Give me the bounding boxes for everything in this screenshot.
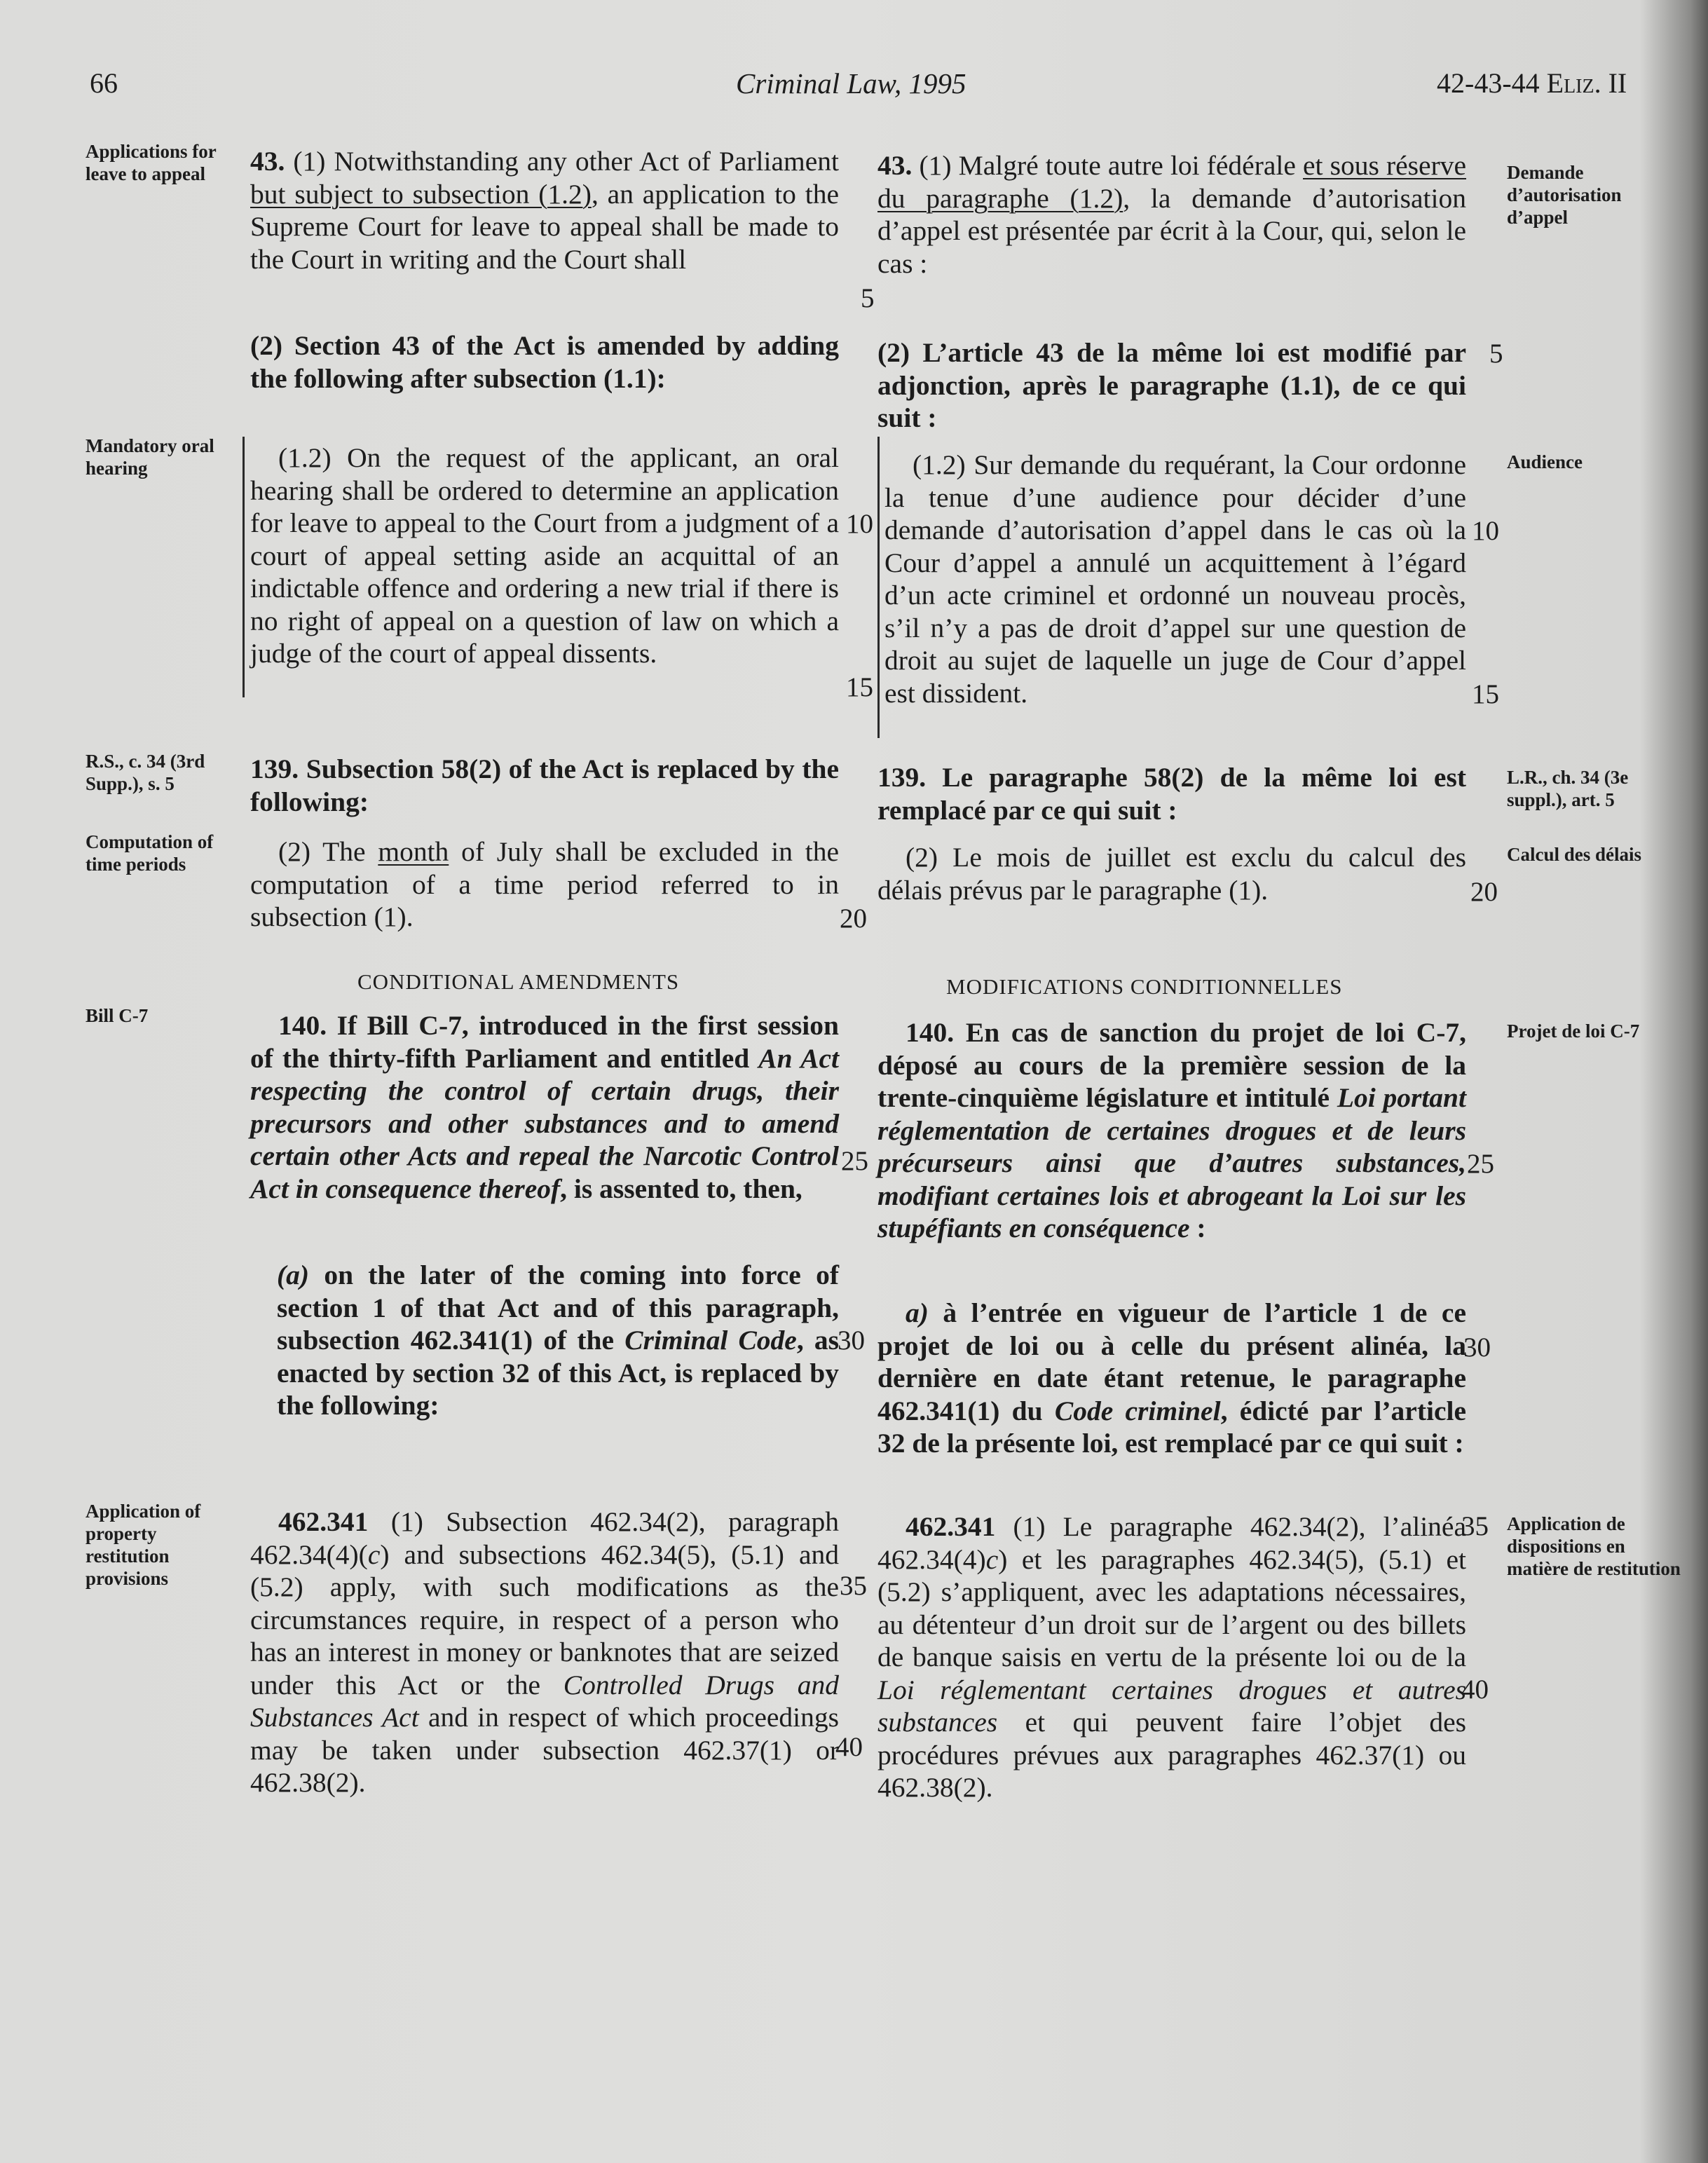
- fr-new-text-bar: [877, 437, 880, 738]
- line-number: 30: [838, 1325, 865, 1356]
- fr-paragraph-a: a) à l’entrée en vigueur de l’article 1 de ce projet de loi ou à celle du présent alinéa, la dernière en date étant retenue, le paragraphe 462.341(1) du Code criminel, édicté par l’article 32 de la présente loi, est remplacé par ce qui suit :: [877, 1297, 1466, 1459]
- page-number: 66: [90, 67, 118, 99]
- en-subsection-1-2: (1.2) On the request of the applicant, an oral hearing shall be ordered to determine an application for leave to appeal to the Court from a judgment of a court of appeal setting aside an acquittal of an indictable offence and ordering a new trial if there is no right of appeal on a question of law on which a judge of the court of appeal dissents.: [250, 442, 839, 669]
- en-paragraph-a: (a) on the later of the coming into force of section 1 of that Act and of this paragraph, subsection 462.341(1) of the Criminal Code, as enacted by section 32 of this Act, is replaced by the following:: [277, 1260, 839, 1421]
- line-number: 40: [1461, 1674, 1489, 1705]
- margin-note-fr-calcul: Calcul des délais: [1507, 844, 1642, 865]
- regnal-year: 42-43-44 Eliz. II: [1437, 67, 1627, 99]
- en-section-139: 139. Subsection 58(2) of the Act is replaced by the following:: [250, 753, 839, 817]
- en-section-140: 140. If Bill C-7, introduced in the first session of the thirty-fifth Parliament and entitled An Act respecting the control of certain drugs, their precursors and other substances and to amend certain other Acts and repeal the Narcotic Control Act in consequence thereof, is assented to, then,: [250, 1010, 840, 1204]
- line-number: 20: [840, 903, 867, 934]
- margin-note-en-restitution: Application of property restitution provisions: [86, 1501, 201, 1589]
- margin-note-fr-lr-ch34: L.R., ch. 34 (3e suppl.), art. 5: [1507, 767, 1629, 810]
- margin-note-fr-projet: Projet de loi C-7: [1507, 1021, 1640, 1042]
- line-number: 35: [1461, 1511, 1489, 1541]
- margin-note-fr-demande: Demande d’autorisation d’appel: [1507, 162, 1622, 228]
- fr-conditional-heading: MODIFICATIONS CONDITIONNELLES: [946, 974, 1343, 999]
- fr-section-462-341: 462.341 (1) Le paragraphe 462.34(2), l’alinéa 462.34(4)c) et les paragraphes 462.34(5), (5.1) et (5.2) s’appliquent, avec les adaptations nécessaires, au détenteur d’un droit sur de l’argent ou des billets de banque saisis en vertu de la présente loi ou de la Loi réglementant certaines drogues et autres substances et qui peuvent faire l’objet des procédures prévues aux paragraphes 462.37(1) ou 462.38(2).: [877, 1511, 1466, 1803]
- margin-note-fr-audience: Audience: [1507, 451, 1583, 472]
- en-section-139-2: (2) The month of July shall be excluded in the computation of a time period referred to in subsection (1).: [250, 836, 839, 932]
- en-section-43-1: 43. (1) Notwithstanding any other Act of Parliament but subject to subsection (1.2), an application to the Supreme Court for leave to appeal shall be made to the Court in writing and the Court shall: [250, 146, 839, 275]
- fr-subsection-1-2: (1.2) Sur demande du requérant, la Cour ordonne la tenue d’une audience pour décider d’une demande d’autorisation d’appel dans le cas où la Cour d’appel a annulé un acquittement à l’égard d’un acte criminel et ordonné un nouveau procès, s’il n’y a pas de droit d’appel sur une question de droit au sujet de laquelle un juge de Cour d’appel est dissident.: [884, 449, 1466, 709]
- en-section-43-2: (2) Section 43 of the Act is amended by adding the following after subsection (1.1):: [250, 330, 839, 394]
- line-number: 35: [840, 1571, 867, 1601]
- line-number: 30: [1463, 1332, 1491, 1363]
- en-new-text-bar: [242, 437, 245, 697]
- line-number: 15: [846, 672, 873, 702]
- line-number: 25: [841, 1146, 868, 1176]
- margin-note-en-bill-c7: Bill C-7: [86, 1005, 149, 1026]
- fr-section-140: 140. En cas de sanction du projet de loi C-7, déposé au cours de la première session de la trente-cinquième législature et intitulé Loi portant réglementation de certaines drogues et de leurs précurseurs ainsi que d’autres substances, modifiant certaines lois et abrogeant la Loi sur les stupéfiants en conséquence :: [877, 1017, 1466, 1243]
- margin-note-fr-restitution: Application de dispositions en matière de restitution: [1507, 1513, 1681, 1579]
- line-number: 5: [1489, 339, 1503, 369]
- margin-note-en-rs-c34: R.S., c. 34 (3rd Supp.), s. 5: [86, 751, 205, 794]
- margin-note-en-computation: Computation of time periods: [86, 831, 214, 875]
- fr-section-139: 139. Le paragraphe 58(2) de la même loi est remplacé par ce qui suit :: [877, 762, 1466, 826]
- line-number: 20: [1470, 877, 1498, 907]
- fr-section-43-1: 43. (1) Malgré toute autre loi fédérale et sous réserve du paragraphe (1.2), la demande d’autorisation d’appel est présentée par écrit à la Cour, qui, selon le cas :: [877, 150, 1466, 279]
- en-conditional-heading: CONDITIONAL AMENDMENTS: [357, 969, 680, 994]
- page-title: Criminal Law, 1995: [736, 67, 966, 100]
- fr-section-43-2: (2) L’article 43 de la même loi est modifié par adjonction, après le paragraphe (1.1), de ce qui suit :: [877, 337, 1466, 433]
- fr-section-139-2: (2) Le mois de juillet est exclu du calcul des délais prévus par le paragraphe (1).: [877, 842, 1466, 906]
- line-number: 5: [861, 283, 875, 313]
- margin-note-en-oral-hearing: Mandatory oral hearing: [86, 435, 214, 479]
- line-number: 25: [1467, 1149, 1494, 1179]
- line-number: 10: [846, 509, 873, 539]
- en-section-462-341: 462.341 (1) Subsection 462.34(2), paragraph 462.34(4)(c) and subsections 462.34(5), (5.1) and (5.2) apply, with such modifications as the circumstances require, in respect of a person who has an interest in money or banknotes that are seized under this Act or the Controlled Drugs and Substances Act and in respect of which proceedings may be taken under subsection 462.37(1) or 462.38(2).: [250, 1506, 840, 1798]
- line-number: 10: [1472, 516, 1499, 546]
- margin-note-en-leave-to-appeal: Applications for leave to appeal: [86, 141, 217, 184]
- line-number: 40: [835, 1732, 863, 1762]
- line-number: 15: [1472, 679, 1499, 709]
